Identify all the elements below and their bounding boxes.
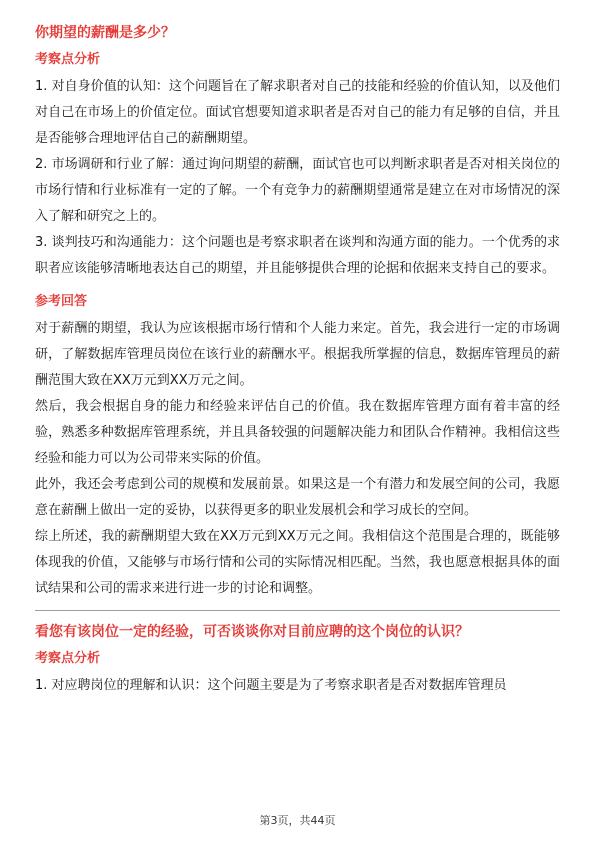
- analysis-heading: 考察点分析: [35, 52, 101, 67]
- page-content: [35, 22, 560, 699]
- analysis-point: 2. 市场调研和行业了解：通过询问期望的薪酬，面试官也可以判断求职者是否对相关岗位的市场行情和行业标准有一定的了解。一个有竞争力的薪酬期望通常是建立在对市场情况的深入了解和研究之上的。: [35, 157, 560, 224]
- analysis-heading: 考察点分析: [35, 651, 101, 666]
- analysis-point: 1. 对应聘岗位的理解和认识：这个问题主要是为了考察求职者是否对数据库管理员: [35, 678, 507, 693]
- answer-heading: 参考回答: [35, 294, 88, 309]
- answer-paragraph: 然后，我会根据自身的能力和经验来评估自己的价值。我在数据库管理方面有着丰富的经验，熟悉多种数据库管理系统，并且具备较强的问题解决能力和团队合作精神。我相信这些经验和能力可以为公司带来实际的价值。: [35, 399, 560, 466]
- answer-body: [35, 316, 560, 602]
- section-divider: [35, 610, 560, 611]
- answer-paragraph: 综上所述，我的薪酬期望大致在XX万元到XX万元之间。我相信这个范围是合理的，既能够体现我的价值，又能够与市场行情和公司的实际情况相匹配。当然，我也愿意根据具体的面试结果和公司的需求来进行进一步的讨论和调整。: [35, 529, 560, 596]
- analysis-point: 1. 对自身价值的认知：这个问题旨在了解求职者对自己的技能和经验的价值认知，以及他们对自己在市场上的价值定位。面试官想要知道求职者是否对自己的能力有足够的自信，并且是否能够合理地评估自己的薪酬期望。: [35, 79, 560, 146]
- analysis-point: 3. 谈判技巧和沟通能力：这个问题也是考察求职者在谈判和沟通方面的能力。一个优秀的求职者应该能够清晰地表达自己的期望，并且能够提供合理的论据和依据来支持自己的要求。: [35, 235, 560, 276]
- page-number: 第3页，共44页: [259, 814, 336, 827]
- answer-paragraph: 此外，我还会考虑到公司的规模和发展前景。如果这是一个有潜力和发展空间的公司，我愿意在薪酬上做出一定的妥协，以获得更多的职业发展机会和学习成长的空间。: [35, 477, 560, 518]
- answer-paragraph: 对于薪酬的期望，我认为应该根据市场行情和个人能力来定。首先，我会进行一定的市场调研，了解数据库管理员岗位在该行业的薪酬水平。根据我所掌握的信息，数据库管理员的薪酬范围大致在XX万元到XX万元之间。: [35, 321, 560, 388]
- question-title: 你期望的薪酬是多少？: [35, 25, 175, 41]
- question-1: [35, 22, 560, 602]
- question-title: 看您有该岗位一定的经验，可否谈谈你对目前应聘的这个岗位的认识？: [35, 624, 469, 640]
- analysis-body: [35, 74, 560, 282]
- question-2: [35, 621, 560, 699]
